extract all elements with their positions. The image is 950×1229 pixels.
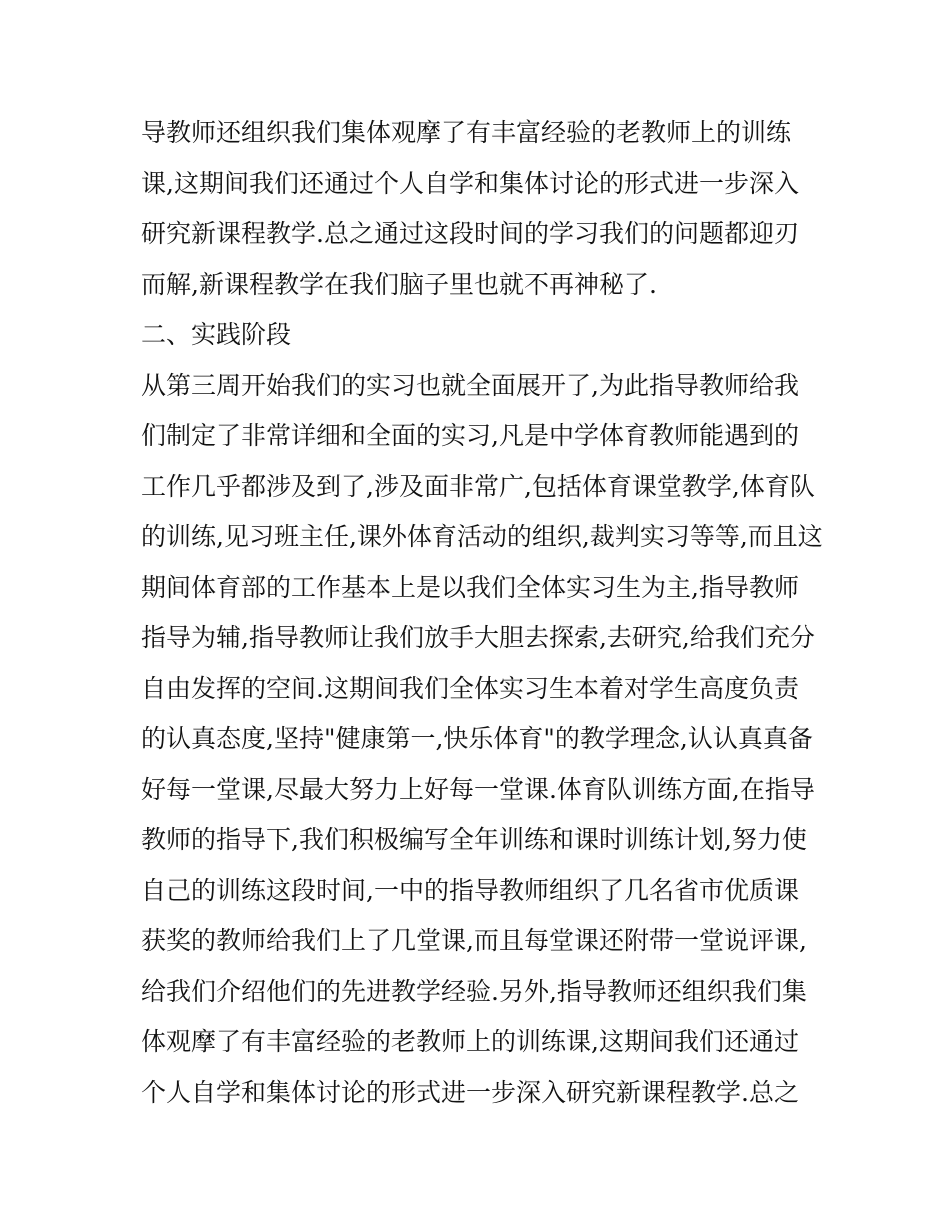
text-line: 获奖的教师给我们上了几堂课,而且每堂课还附带一堂说评课,	[141, 926, 807, 955]
text-line: 的训练,见习班主任,课外体育活动的组织,裁判实习等等,而且这	[141, 522, 823, 551]
text-line: 自由发挥的空间.这期间我们全体实习生本着对学生高度负责	[141, 673, 799, 703]
text-line: 好每一堂课,尽最大努力上好每一堂课.体育队训练方面,在指导	[141, 774, 815, 804]
text-line: 工作几乎都涉及到了,涉及面非常广,包括体育课堂教学,体育队	[141, 471, 815, 501]
text-line: 体观摩了有丰富经验的老教师上的训练课,这期间我们还通过	[141, 1027, 799, 1056]
text-line: 的认真态度,坚持"健康第一,快乐体育"的教学理念,认认真真备	[141, 724, 813, 753]
text-line: 教师的指导下,我们积极编写全年训练和课时训练计划,努力使	[141, 825, 807, 854]
text-line: 而解,新课程教学在我们脑子里也就不再神秘了.	[141, 269, 657, 299]
section-heading: 二、实践阶段	[141, 320, 292, 349]
text-line: 期间体育部的工作基本上是以我们全体实习生为主,指导教师	[141, 572, 799, 602]
text-line: 导教师还组织我们集体观摩了有丰富经验的老教师上的训练	[141, 118, 792, 147]
text-line: 从第三周开始我们的实习也就全面展开了,为此指导教师给我	[141, 370, 799, 400]
text-line: 指导为辅,指导教师让我们放手大胆去探索,去研究,给我们充分	[141, 623, 815, 652]
text-line: 研究新课程教学.总之通过这段时间的学习我们的问题都迎刃	[141, 219, 799, 248]
text-line: 自己的训练这段时间,一中的指导教师组织了几名省市优质课	[141, 875, 799, 905]
text-line: 给我们介绍他们的先进教学经验.另外,指导教师还组织我们集	[141, 976, 807, 1006]
body-text	[141, 108, 821, 1118]
text-line: 课,这期间我们还通过个人自学和集体讨论的形式进一步深入	[141, 168, 799, 198]
text-line: 们制定了非常详细和全面的实习,凡是中学体育教师能遇到的	[141, 421, 799, 450]
text-line: 个人自学和集体讨论的形式进一步深入研究新课程教学.总之	[141, 1077, 799, 1107]
